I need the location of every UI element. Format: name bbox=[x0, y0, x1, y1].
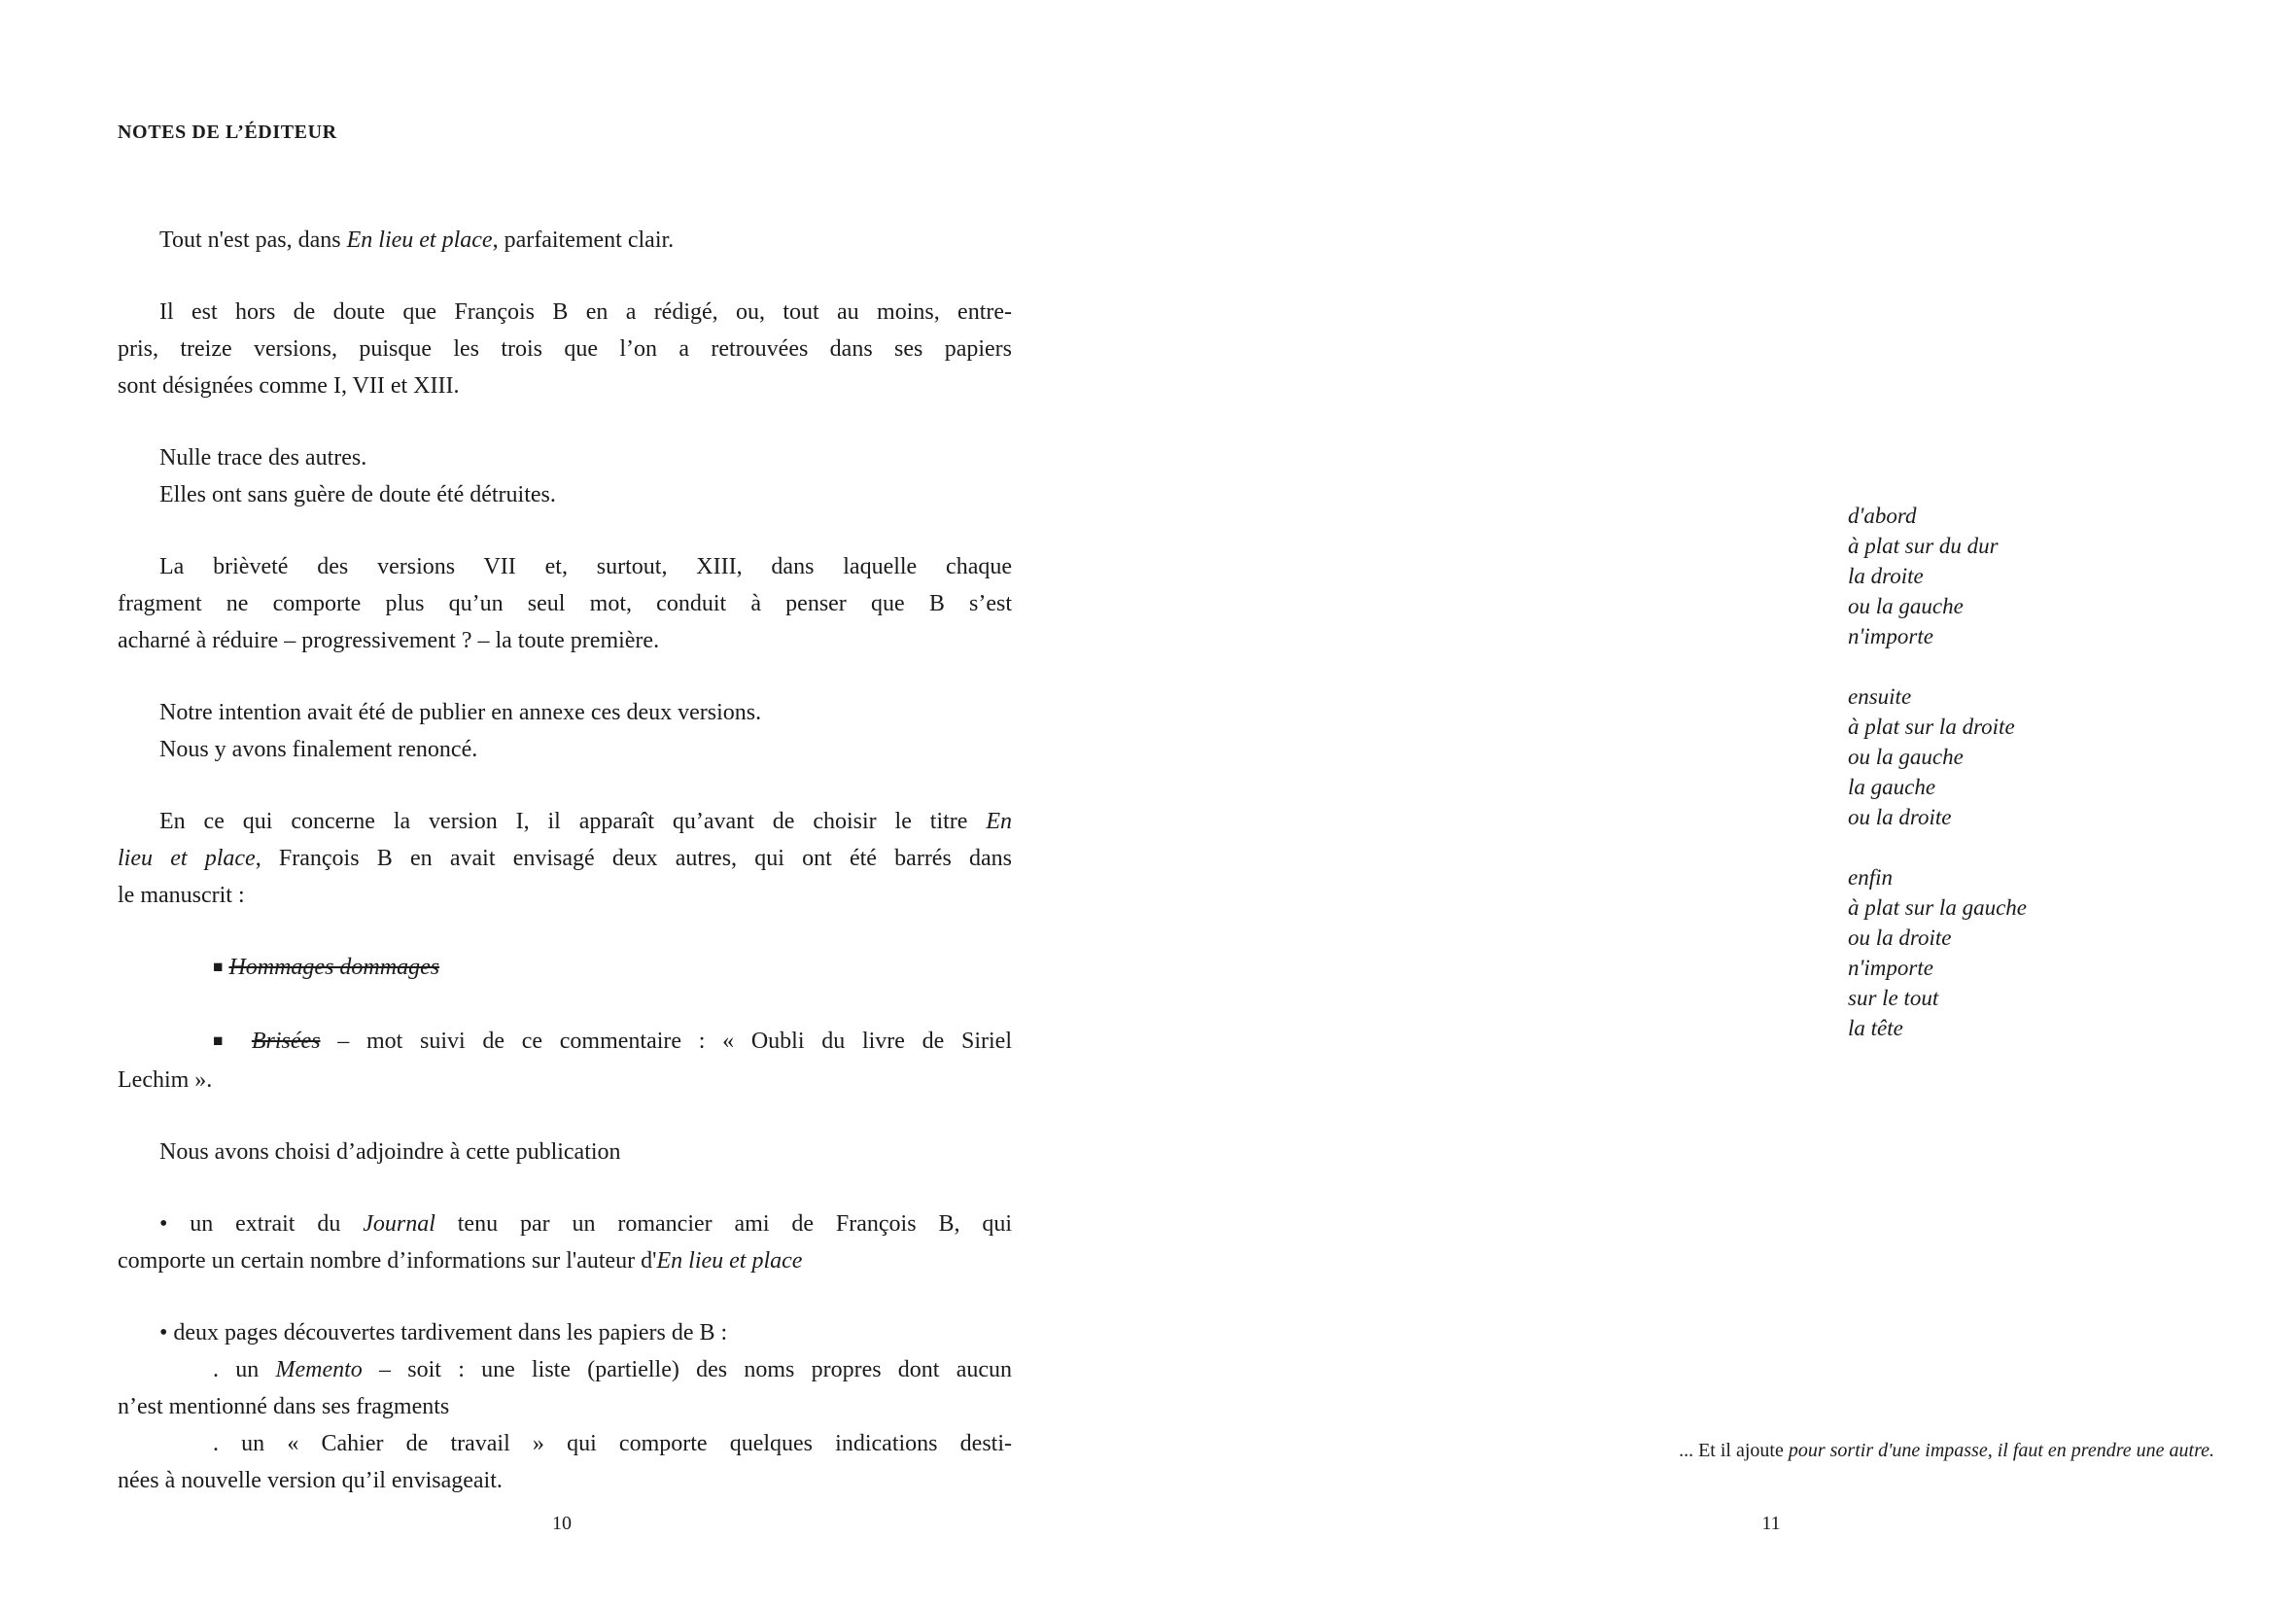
page-number-right: 11 bbox=[1761, 1513, 1781, 1534]
paragraph bbox=[118, 1134, 1012, 1170]
text-line: n’est mentionné dans ses fragments bbox=[118, 1394, 450, 1419]
poem-line: à plat sur la droite bbox=[1848, 715, 2015, 739]
bullet-item bbox=[118, 1314, 1012, 1499]
poem-line: ou la droite bbox=[1848, 926, 1952, 950]
poem-line: à plat sur du dur bbox=[1848, 534, 1999, 558]
text-line: Nous y avons finalement renoncé. bbox=[159, 737, 478, 762]
poem-stanza bbox=[1848, 862, 2027, 1043]
poem-line: ensuite bbox=[1848, 684, 1912, 709]
footnote-italic-segment: pour sortir d'une impasse, il faut en prendre une autre. bbox=[1788, 1440, 2214, 1461]
poem-stanza bbox=[1848, 501, 2027, 651]
text-line bbox=[118, 1351, 1012, 1388]
text-line: Lechim ». bbox=[118, 1067, 213, 1093]
text-segment: . un bbox=[213, 1357, 276, 1382]
italic-title: Journal bbox=[363, 1211, 435, 1237]
page-number-left: 10 bbox=[552, 1513, 572, 1534]
crossed-out-title-item bbox=[118, 949, 1012, 988]
text-line: Nous avons choisi d’adjoindre à cette publication bbox=[159, 1139, 621, 1165]
text-line bbox=[118, 1242, 1012, 1279]
poem-line: la tête bbox=[1848, 1016, 1903, 1040]
italic-title: En lieu et place bbox=[656, 1248, 803, 1274]
text-segment: • un extrait du bbox=[159, 1211, 364, 1237]
poem-line: ou la droite bbox=[1848, 805, 1952, 829]
poem-line: d'abord bbox=[1848, 504, 1917, 528]
left-page bbox=[118, 119, 1012, 1499]
square-bullet-icon: ■ bbox=[213, 1031, 235, 1050]
paragraph bbox=[118, 694, 1012, 768]
poem-line: sur le tout bbox=[1848, 986, 1939, 1010]
text-line: fragment ne comporte plus qu’un seul mot, conduit à penser que B s’est bbox=[118, 591, 1012, 616]
text-line: Il est hors de doute que François B en a rédigé, ou, tout au moins, entre- bbox=[159, 299, 1012, 325]
paragraph bbox=[118, 548, 1012, 659]
text-segment: Tout n'est pas, dans bbox=[159, 227, 347, 253]
text-segment: comporte un certain nombre d’informations sur l'auteur d' bbox=[118, 1248, 657, 1274]
poem-line: n'importe bbox=[1848, 956, 1933, 980]
paragraph bbox=[118, 294, 1012, 404]
text-line: Nulle trace des autres. bbox=[159, 445, 367, 471]
square-bullet-icon: ■ bbox=[213, 958, 224, 976]
text-segment: En ce qui concerne la version I, il apparaît qu’avant de choisir le titre bbox=[159, 809, 987, 834]
text-line: La brièveté des versions VII et, surtout, XIII, dans laquelle chaque bbox=[159, 554, 1012, 579]
text-line: pris, treize versions, puisque les trois que l’on a retrouvées dans ses papiers bbox=[118, 336, 1012, 362]
crossed-out-title-item bbox=[118, 1023, 1012, 1099]
text-segment: , François B en avait envisagé deux autres, qui ont été barrés dans bbox=[255, 846, 1012, 871]
footnote-roman-segment: ... Et il ajoute bbox=[1679, 1440, 1789, 1461]
text-segment: – mot suivi de ce commentaire : « Oubli du livre de Siriel bbox=[320, 1029, 1013, 1054]
text-segment: – soit : une liste (partielle) des noms propres dont aucun bbox=[362, 1357, 1013, 1382]
bullet-item bbox=[118, 1205, 1012, 1279]
text-line bbox=[118, 222, 1012, 259]
text-line: nées à nouvelle version qu’il envisageait. bbox=[118, 1468, 503, 1493]
poem-line: ou la gauche bbox=[1848, 594, 1964, 618]
italic-title: En bbox=[986, 809, 1012, 834]
text-line: Notre intention avait été de publier en annexe ces deux versions. bbox=[159, 700, 762, 725]
poem-line: n'importe bbox=[1848, 624, 1933, 648]
text-line bbox=[118, 949, 1012, 988]
poem-line: à plat sur la gauche bbox=[1848, 895, 2027, 920]
italic-title: Memento bbox=[275, 1357, 363, 1382]
text-line: le manuscrit : bbox=[118, 883, 245, 908]
poem-stanza bbox=[1848, 681, 2027, 832]
paragraph bbox=[118, 439, 1012, 513]
text-line: . un « Cahier de travail » qui comporte quelques indications desti- bbox=[213, 1431, 1012, 1456]
text-line: • deux pages découvertes tardivement dans les papiers de B : bbox=[159, 1320, 728, 1345]
italic-title: lieu et place bbox=[118, 846, 256, 871]
poem-stanzas bbox=[1848, 501, 2027, 1043]
text-line bbox=[118, 840, 1012, 877]
text-line: Elles ont sans guère de doute été détruites. bbox=[159, 482, 556, 507]
text-line bbox=[118, 1023, 1012, 1062]
struck-title: Hommages dommages bbox=[228, 955, 440, 980]
poem-line: la gauche bbox=[1848, 775, 1936, 799]
text-line bbox=[118, 1205, 1012, 1242]
italic-title: En lieu et place bbox=[346, 227, 493, 253]
poem bbox=[1848, 501, 2027, 1073]
paragraph bbox=[118, 222, 1012, 259]
text-segment: , parfaitement clair. bbox=[492, 227, 675, 253]
footnote bbox=[1679, 1438, 2214, 1463]
struck-title: Brisées bbox=[251, 1029, 321, 1054]
poem-line: ou la gauche bbox=[1848, 745, 1964, 769]
text-line bbox=[118, 803, 1012, 840]
poem-line: la droite bbox=[1848, 564, 1924, 588]
text-line: sont désignées comme I, VII et XIII. bbox=[118, 373, 460, 399]
running-header: NOTES DE L’ÉDITEUR bbox=[118, 122, 337, 143]
text-segment: tenu par un romancier ami de François B, qui bbox=[435, 1211, 1012, 1237]
poem-line: enfin bbox=[1848, 865, 1893, 890]
text-line: acharné à réduire – progressivement ? – la toute première. bbox=[118, 628, 660, 653]
paragraph bbox=[118, 803, 1012, 914]
